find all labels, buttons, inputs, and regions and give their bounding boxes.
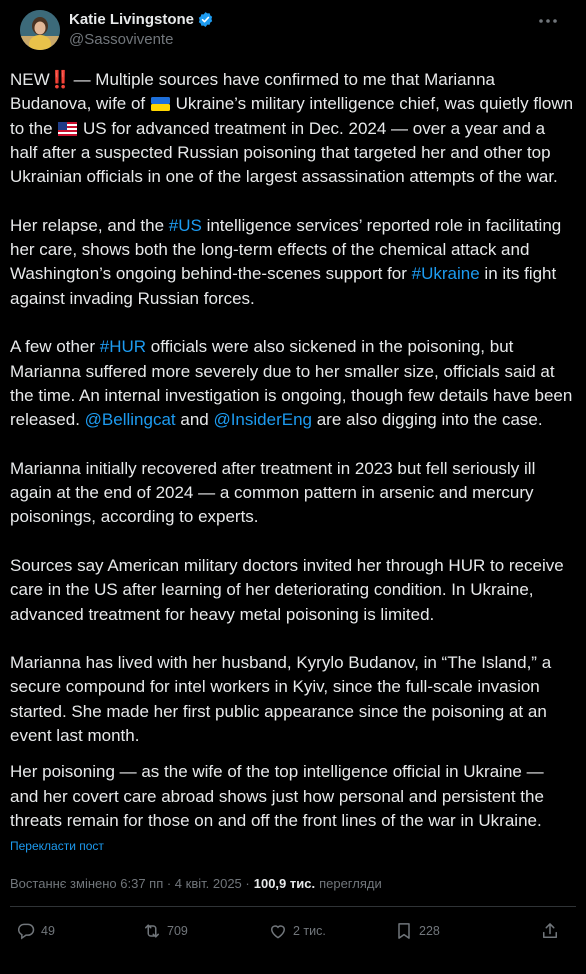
views-label: перегляди (319, 875, 382, 891)
reply-count: 49 (41, 924, 55, 939)
paragraph-1 (10, 68, 576, 189)
us-flag-icon (57, 120, 78, 136)
paragraph-5: Sources say American military doctors invited her through HUR to receive care in the US after learning of her deteriorating condition. In Ukraine, advanced treatment for heavy metal poisoning is limited. (10, 555, 564, 624)
edited-timestamp[interactable]: Востаннє змінено 6:37 пп · 4 квіт. 2025 · (10, 875, 250, 891)
repost-count: 709 (167, 924, 188, 939)
author-block (69, 10, 214, 49)
ukraine-flag-icon (150, 95, 171, 111)
share-button[interactable] (540, 921, 560, 941)
reply-icon (16, 921, 36, 941)
avatar[interactable] (20, 10, 60, 50)
paragraph-3 (10, 335, 576, 432)
text-segment: NEW (10, 70, 50, 89)
text-segment: in its fight against invading Russian forces. (10, 264, 557, 308)
paragraph-4: Marianna initially recovered after treatment in 2023 but fell seriously ill again at the end of 2024 — a common pattern in arsenic and mercury poisonings, according to experts. (10, 458, 536, 527)
repost-icon (142, 921, 162, 941)
paragraph-6: Marianna has lived with her husband, Kyrylo Budanov, in “The Island,” a secure compound for intel workers in Kyiv, since the full-scale invasion started. She made her first public appearance since the poisoning at an event last month. (10, 653, 552, 746)
text-segment: US for advanced treatment in Dec. 2024 — over a year and a half after a suspected Russian poisoning that targeted her and other top Ukrainian officials in one of the largest assassination attempts of the war. (10, 118, 558, 187)
bookmark-button[interactable] (394, 921, 520, 941)
double-exclamation-icon: ‼️ (49, 70, 69, 89)
mention-insidereng[interactable]: @InsiderEng (213, 410, 312, 430)
like-count: 2 тис. (293, 924, 326, 939)
display-name[interactable]: Katie Livingstone (69, 10, 195, 28)
repost-button[interactable] (142, 921, 268, 941)
bookmark-icon (394, 921, 414, 941)
tweet-text (10, 68, 576, 833)
like-button[interactable] (268, 921, 394, 941)
text-segment: are also digging into the case. (311, 410, 543, 430)
translate-post-link[interactable]: Перекласти пост (10, 839, 104, 854)
action-bar (10, 911, 576, 951)
text-segment: Her relapse, and the (10, 215, 169, 235)
post-meta (10, 874, 576, 892)
hashtag-us[interactable]: #US (168, 215, 202, 235)
share-icon (540, 921, 560, 941)
verified-badge-icon[interactable] (197, 11, 214, 28)
like-icon (268, 921, 288, 941)
text-segment: A few other (10, 337, 100, 357)
text-segment: and (175, 410, 214, 430)
divider (10, 906, 576, 907)
text-segment: — Multiple sources have confirmed to me that Marianna Budanova, wife of (10, 70, 495, 114)
more-icon[interactable] (534, 10, 562, 32)
bookmark-count: 228 (419, 924, 440, 939)
text-segment: Ukraine’s military intelligence chief, was quietly flown to the (10, 94, 574, 138)
user-handle[interactable]: @Sassovivente (69, 31, 174, 48)
hashtag-hur[interactable]: #HUR (99, 337, 147, 357)
tweet-header (10, 0, 576, 60)
reply-button[interactable] (16, 921, 142, 941)
mention-bellingcat[interactable]: @Bellingcat (84, 410, 176, 430)
hashtag-ukraine[interactable]: #Ukraine (411, 264, 480, 284)
text-segment: intelligence services’ reported role in facilitating her care, shows both the long-term effects of the chemical attack and Washington’s ongoing behind-the-scenes support for (10, 215, 562, 284)
views-count: 100,9 тис. (253, 875, 316, 891)
paragraph-7: Her poisoning — as the wife of the top intelligence official in Ukraine — and her covert care abroad shows just how personal and persistent the threats remain for those on and off the front lines of the war in Ukraine. (10, 762, 544, 830)
paragraph-2 (10, 214, 576, 311)
text-segment: officials were also sickened in the poisoning, but Marianna suffered more severely due to her smaller size, officials said at the time. An internal investigation is ongoing, though few details have been released. (10, 337, 573, 430)
